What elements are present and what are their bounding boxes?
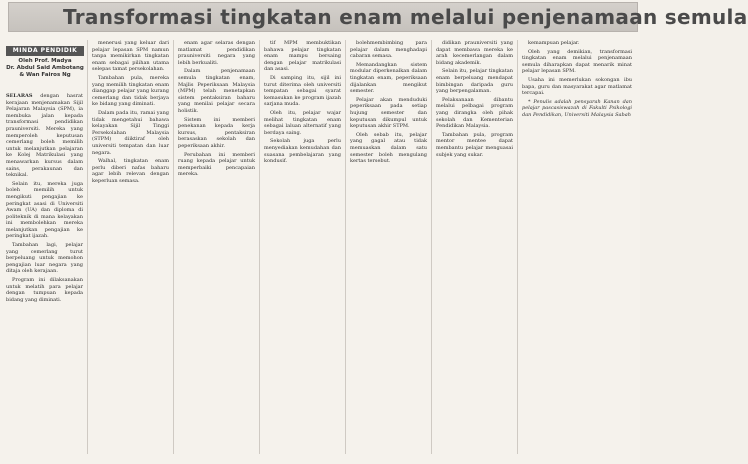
- article-column-1: [6, 93, 83, 453]
- paragraph: Dalam penjenamaan semula tingkatan enam, Majlis Peperiksaan Malaysia (MPM) telah menetapkan sistem pentaksiran baharu yang menilai pelajar secara holistik.: [178, 68, 255, 114]
- article-column-7: [522, 40, 632, 454]
- author-line: Oleh Prof. Madya: [18, 58, 72, 64]
- paragraph: Sekolah juga perlu menyediakan kemudahan dan suasana pembelajaran yang kondusif.: [264, 138, 341, 165]
- paragraph: Dalam pada itu, ramai yang tidak mengetahui bahawa kelayakan Sijil Tinggi Persekolahan Malaysia (STPM) diiktiraf oleh universiti tempatan dan luar negara.: [92, 109, 169, 156]
- paragraph: Oleh sebab itu, pelajar yang gagal atau tidak memuaskan dalam satu semester boleh mengulang kertas tersebut.: [350, 131, 427, 165]
- column-divider: [345, 40, 346, 454]
- paragraph: Perubahan ini memberi ruang kepada pelajar untuk memperbaiki pencapaian mereka.: [178, 151, 255, 178]
- paragraph: Walhal, tingkatan enam perlu diberi nafas baharu agar lebih relevan dengan keperluan semasa.: [92, 158, 169, 184]
- paragraph: dengan hasrat kerajaan menjenamakan Sijil Pelajaran Malaysia (SPM), ia membuka jalan kepada transformasi pendidikan prauniversiti. Mereka yang memperoleh keputusan cemerlang boleh memilih untuk melanjutkan pelajaran ke Kolej Matrikulasi yang menawarkan kursus dalam sains, perakaunan dan teknikal.: [6, 93, 83, 179]
- paragraph: didikan prauniversiti yang dapat membawa mereka ke arah kecemerlangan dalam bidang akademik.: [436, 40, 513, 66]
- paragraph: Usaha ini memerlukan sokongan ibu bapa, guru dan masyarakat agar matlamat tercapai.: [522, 76, 632, 97]
- paragraph: bolehmembimbing para pelajar dalam menghadapi cabaran semasa.: [350, 40, 427, 60]
- author-footnote: * Penulis adalah pensyarah Kanan dan pelajar pascasiswazah di Fakulti Psikologi dan Pendidikan, Universiti Malaysia Sabah: [522, 98, 632, 118]
- paragraph: Memandangkan sistem modular diperkenalkan dalam tingkatan enam, peperiksaan dijalankan mengikut semester.: [350, 61, 427, 95]
- paragraph: Pelajar akan menduduki peperiksaan pada setiap hujung semester dan keputusan dikumpul untuk keputusan akhir STPM.: [350, 96, 427, 130]
- article-column-3: [178, 40, 255, 454]
- column-divider: [431, 40, 432, 454]
- paragraph: tif MPM membuktikan bahawa pelajar tingkatan enam mampu bersaing dengan pelajar matrikulasi dan asasi.: [264, 40, 341, 73]
- paragraph: menerusi yang keluar dari pelajar lepasan SPM namun tanpa memikirkan tingkatan enam sebagai pilihan utama selepas tamat persekolahan.: [92, 40, 169, 73]
- paragraph: Sistem ini memberi penekanan kepada kerja kursus, pentaksiran berasaskan sekolah dan peperiksaan akhir.: [178, 116, 255, 149]
- paragraph: Tambahan pula, program mentor mentee dapat membantu pelajar menguasai subjek yang sukar.: [436, 131, 513, 158]
- paragraph: enam agar selaras dengan matlamat pendidikan prauniversiti negara yang lebih berkualiti.: [178, 40, 255, 66]
- author-byline: [6, 58, 84, 79]
- column-rubric: MINDA PENDIDIK: [6, 46, 84, 56]
- author-line: & Wan Fairos Ng: [19, 72, 71, 78]
- column-divider: [173, 40, 174, 454]
- paragraph: Selain itu, mereka juga boleh memilih untuk mengikuti pengajian ke peringkat asasi di Universiti Awam (UA) dan diploma di politeknik di mana kelayakan ini membolehkan mereka melanjutkan pengajian ke peringkat ijazah.: [6, 180, 83, 240]
- paragraph: kemampuan pelajar.: [528, 40, 580, 46]
- column-divider: [87, 40, 88, 454]
- article-column-2: [92, 40, 169, 454]
- paragraph: Tambahan pula, mereka yang memilih tingkatan enam dianggap pelajar yang kurang cemerlang dan tidak berjaya ke bidang yang diminati.: [92, 74, 169, 108]
- headline: Transformasi tingkatan enam melalui penjenamaan semula: [63, 5, 748, 29]
- lead-word: SELARAS: [6, 93, 33, 99]
- column-divider: [517, 40, 518, 454]
- headline-banner: [8, 2, 748, 32]
- paragraph: Tambahan lagi, pelajar yang cemerlang turut berpeluang untuk memohon pengajian luar negara yang ditaja oleh kerajaan.: [6, 242, 83, 275]
- article-column-5: [350, 40, 427, 454]
- paragraph: Pelaksanaan dibantu melalui pelbagai program yang dirangka oleh pihak sekolah dan Kementerian Pendidikan Malaysia.: [436, 96, 513, 130]
- article-column-4: [264, 40, 341, 454]
- article-column-6: [436, 40, 513, 454]
- paragraph: Oleh itu, pelajar wajar melihat tingkatan enam sebagai laluan alternatif yang berdaya saing.: [264, 109, 341, 136]
- author-line: Dr. Abdul Said Ambotang: [6, 65, 84, 71]
- paragraph: Oleh yang demikian, transformasi tingkatan enam melalui penjenamaan semula diharapkan dapat menarik minat pelajar lepasan SPM.: [522, 48, 632, 75]
- paragraph: Program ini dilaksanakan untuk melatih para pelajar dengan tumpuan kepada bidang yang diminati.: [6, 277, 83, 303]
- column-divider: [259, 40, 260, 454]
- paragraph: Di samping itu, sijil ini turut diterima oleh universiti tempatan sebagai syarat kemasukan ke program ijazah sarjana muda.: [264, 74, 341, 108]
- paragraph: Selain itu, pelajar tingkatan enam berpeluang mendapat bimbingan daripada guru yang berpengalaman.: [436, 68, 513, 95]
